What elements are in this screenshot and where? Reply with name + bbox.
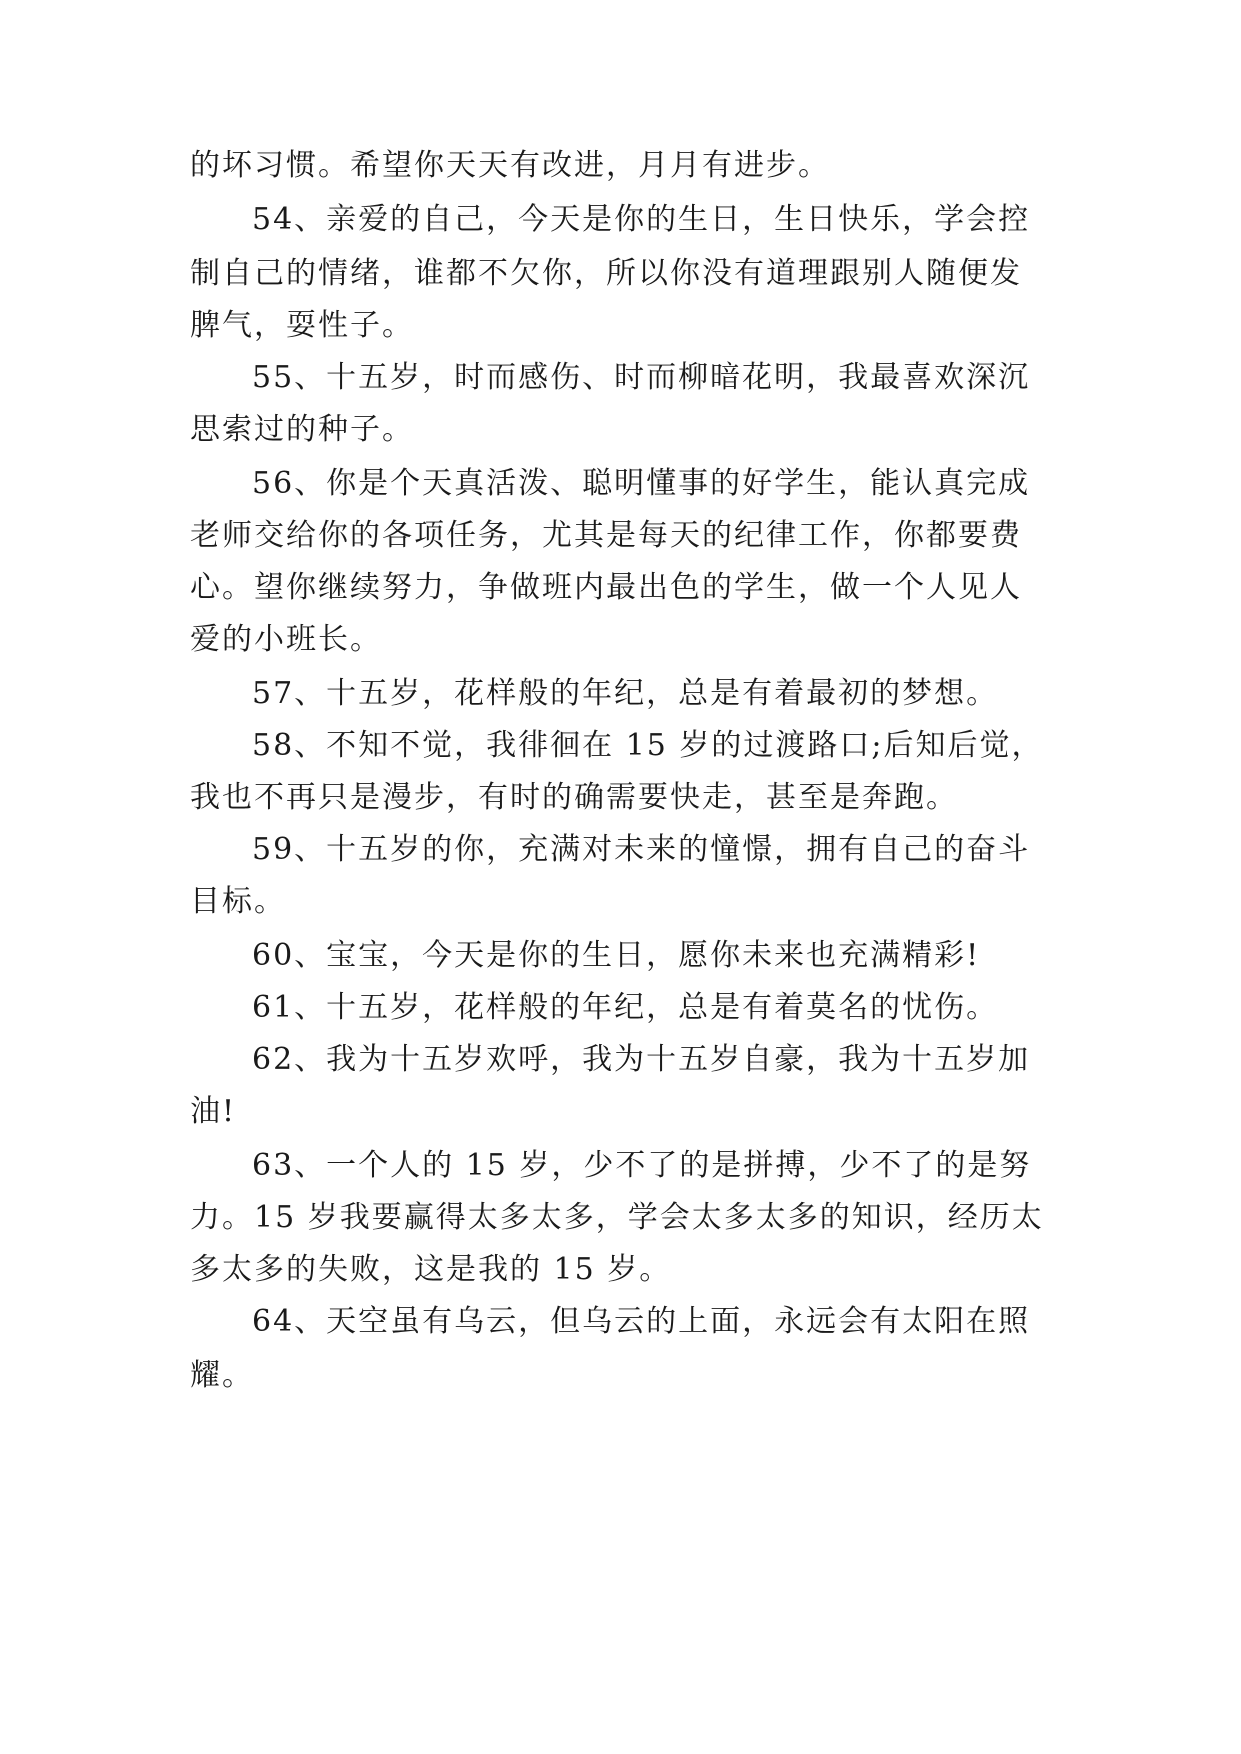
text-line: 63、一个人的 15 岁，少不了的是拼搏，少不了的是努 [252,1148,1032,1183]
text-line: 54、亲爱的自己，今天是你的生日，生日快乐，学会控 [252,202,1031,237]
text-line: 脾气，耍性子。 [190,308,414,343]
text-line: 心。望你继续努力，争做班内最出色的学生，做一个人见人 [190,570,1022,605]
text-line: 耀。 [190,1358,254,1393]
text-line: 多太多的失败，这是我的 15 岁。 [190,1252,672,1287]
text-line: 力。15 岁我要赢得太多太多，学会太多太多的知识，经历太 [190,1200,1044,1235]
text-line: 61、十五岁，花样般的年纪，总是有着莫名的忧伤。 [252,990,999,1025]
text-line: 老师交给你的各项任务，尤其是每天的纪律工作，你都要费 [190,518,1022,553]
text-line: 目标。 [190,884,286,919]
text-line: 55、十五岁，时而感伤、时而柳暗花明，我最喜欢深沉 [252,360,1031,395]
text-line: 的坏习惯。希望你天天有改进，月月有进步。 [190,148,830,183]
text-line: 我也不再只是漫步，有时的确需要快走，甚至是奔跑。 [190,780,958,815]
text-line: 62、我为十五岁欢呼，我为十五岁自豪，我为十五岁加 [252,1042,1031,1077]
text-line: 爱的小班长。 [190,622,382,657]
text-line: 56、你是个天真活泼、聪明懂事的好学生，能认真完成 [252,466,1031,501]
text-line: 58、不知不觉，我徘徊在 15 岁的过渡路口;后知后觉， [252,728,1044,763]
text-line: 57、十五岁，花样般的年纪，总是有着最初的梦想。 [252,676,999,711]
text-line: 制自己的情绪，谁都不欠你，所以你没有道理跟别人随便发 [190,256,1022,291]
text-line: 59、十五岁的你，充满对未来的憧憬，拥有自己的奋斗 [252,832,1031,867]
text-line: 64、天空虽有乌云，但乌云的上面，永远会有太阳在照 [252,1304,1031,1339]
text-line: 60、宝宝，今天是你的生日，愿你未来也充满精彩! [252,938,981,973]
text-line: 油! [190,1094,237,1129]
text-line: 思索过的种子。 [190,412,414,447]
